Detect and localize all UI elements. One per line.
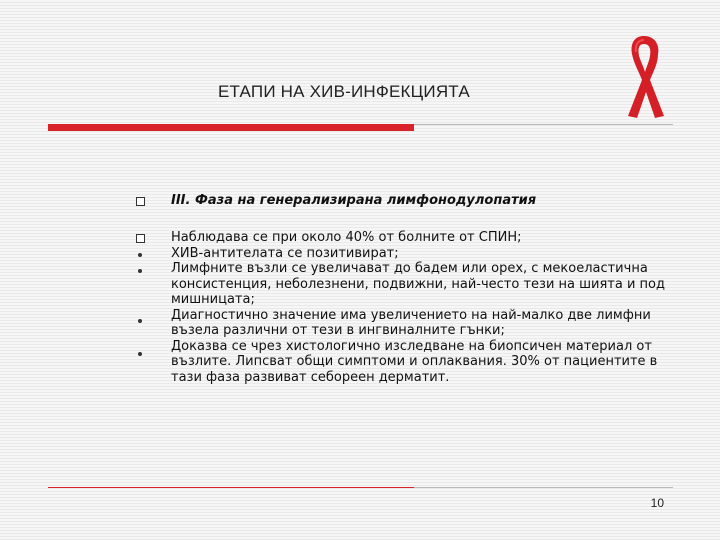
footer-accent-line bbox=[48, 487, 414, 488]
list-item: Диагностично значение има увеличението на най-малко две лимфни възела различни от тези в ингвиналните гънки; bbox=[171, 307, 651, 338]
list-item: Лимфните възли се увеличават до бадем или орех, с мекоеластична консистенция, неболезнени, подвижни, най-често тези на шията и под мишницата; bbox=[171, 261, 665, 307]
title-accent-bar bbox=[48, 124, 414, 131]
dot-bullet-icon bbox=[138, 352, 142, 356]
square-bullet-icon bbox=[136, 234, 145, 243]
dot-bullet-icon bbox=[138, 269, 142, 273]
red-ribbon-icon bbox=[620, 30, 668, 122]
list-item: Наблюдава се при около 40% от болните от СПИН; bbox=[171, 230, 522, 245]
square-bullet-icon bbox=[136, 197, 145, 206]
slide-title: ЕТАПИ НА ХИВ-ИНФЕКЦИЯТА bbox=[218, 82, 470, 101]
content-list bbox=[171, 230, 671, 385]
section-heading: III. Фаза на генерализирана лимфонодулопатия bbox=[171, 193, 537, 208]
list-item: ХИВ-антителата се позитивират; bbox=[171, 245, 399, 261]
list-item: Доказва се чрез хистологично изследване на биопсичен материал от възлите. Липсват общи симптоми и оплаквания. 30% от пациентите в тази фаза развиват себореен дерматит. bbox=[171, 338, 658, 385]
dot-bullet-icon bbox=[138, 253, 142, 257]
page-number: 10 bbox=[650, 496, 664, 510]
dot-bullet-icon bbox=[138, 319, 142, 323]
